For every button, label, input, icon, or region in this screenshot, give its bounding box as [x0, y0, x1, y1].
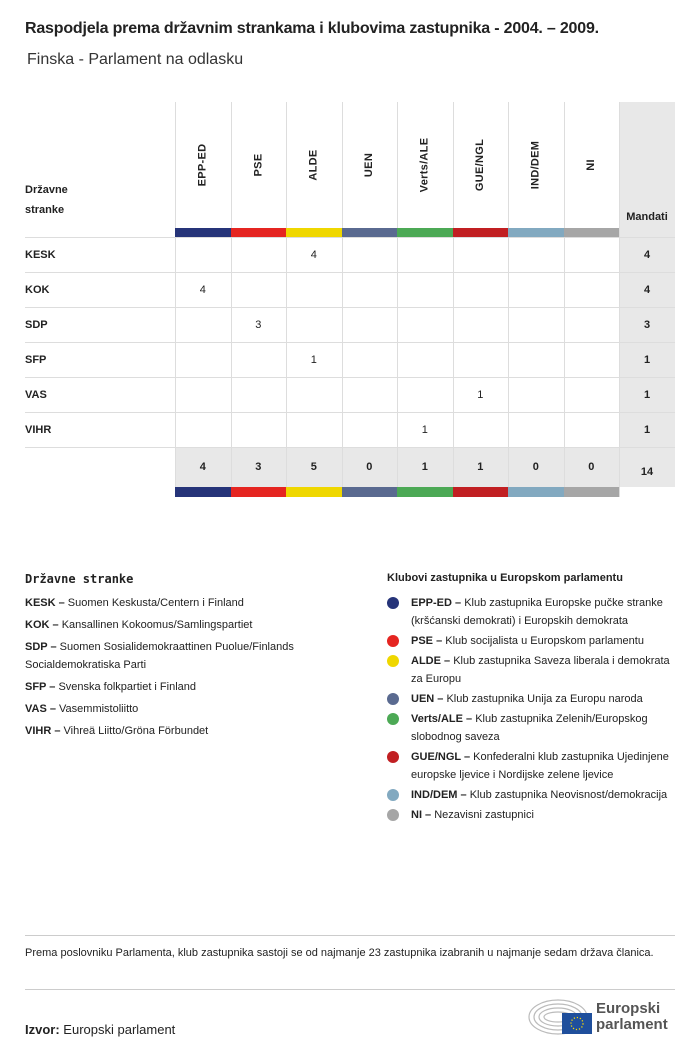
- column-total: 0: [588, 461, 595, 473]
- party-legend-item: [25, 638, 365, 674]
- party-legend-item: [25, 616, 365, 634]
- group-legend-item: [387, 632, 677, 650]
- row-label-kesk: KESK: [25, 248, 56, 261]
- group-abbr: PSE –: [411, 635, 446, 647]
- logo-text: Europski parlament: [596, 1000, 668, 1033]
- ep-logo: [528, 998, 668, 1036]
- party-legend-item: [25, 594, 365, 612]
- party-name: Kansallinen Kokoomus/Samlingspartiet: [61, 619, 253, 631]
- group-name: Klub socijalista u Europskom parlamentu: [445, 635, 644, 647]
- group-color-bar: [342, 487, 398, 497]
- party-legend-item: [25, 700, 365, 718]
- row-label-vihr: VIHR: [25, 423, 52, 436]
- party-abbr: SFP –: [25, 681, 59, 693]
- group-abbr: UEN –: [411, 693, 447, 705]
- party-abbr: VIHR –: [25, 725, 64, 737]
- source: [25, 1022, 175, 1037]
- party-legend: [25, 572, 365, 744]
- column-total: 4: [199, 461, 206, 473]
- row-total: 4: [643, 283, 651, 296]
- color-dot-icon: [387, 655, 399, 667]
- column-total: 1: [421, 461, 428, 473]
- party-legend-item: [25, 722, 365, 740]
- grid-line: [25, 307, 675, 308]
- color-dot-icon: [387, 693, 399, 705]
- column-header-label: ALDE: [307, 149, 320, 181]
- color-dot-icon: [387, 635, 399, 647]
- chart-title: Raspodjela prema državnim strankama i klubovima zastupnika - 2004. – 2009.: [25, 20, 599, 37]
- grand-total: 14: [640, 466, 654, 478]
- row-total: 1: [643, 353, 651, 366]
- column-total: 0: [366, 461, 373, 473]
- group-legend-item: [387, 748, 677, 784]
- footnote: Prema poslovniku Parlamenta, klub zastupnika sastoji se od najmanje 23 zastupnika izabranih u najmanje sedam država članica.: [25, 947, 654, 959]
- group-color-bar: [397, 487, 453, 497]
- hemicycle-flag-icon: [528, 998, 592, 1036]
- group-abbr: ALDE –: [411, 655, 454, 667]
- column-header-pse: [231, 102, 287, 228]
- group-description: [411, 748, 677, 784]
- group-abbr: EPP-ED –: [411, 597, 465, 609]
- party-abbr: KESK –: [25, 597, 68, 609]
- group-description: [411, 632, 644, 650]
- group-legend-item: [387, 652, 677, 688]
- color-dot-icon: [387, 597, 399, 609]
- column-total: 5: [310, 461, 317, 473]
- group-legend-item: [387, 690, 677, 708]
- group-color-bar: [453, 487, 509, 497]
- party-name: Vihreä Liitto/Gröna Förbundet: [63, 725, 209, 737]
- divider: [25, 989, 675, 990]
- mandati-header: Mandati: [626, 211, 668, 223]
- party-abbr: VAS –: [25, 703, 60, 715]
- group-description: [411, 594, 677, 630]
- color-dot-icon: [387, 751, 399, 763]
- row-label-vas: VAS: [25, 388, 47, 401]
- group-color-bar: [564, 487, 620, 497]
- group-color-bar: [175, 487, 231, 497]
- table-cell-value: 1: [421, 423, 428, 436]
- group-abbr: Verts/ALE –: [411, 713, 476, 725]
- row-label-sfp: SFP: [25, 353, 47, 366]
- column-header-label: UEN: [363, 152, 376, 178]
- table-cell-value: 1: [310, 353, 317, 366]
- source-text: Europski parlament: [63, 1022, 176, 1037]
- party-legend-title: Državne stranke: [25, 572, 134, 586]
- row-label-sdp: SDP: [25, 318, 48, 331]
- group-name: Klub zastupnika Unija za Europu naroda: [446, 693, 643, 705]
- table-cell-value: 3: [255, 318, 262, 331]
- group-description: [411, 710, 677, 746]
- group-description: [411, 786, 667, 804]
- column-total: 1: [477, 461, 484, 473]
- group-description: [411, 652, 677, 688]
- grid-line: [25, 377, 675, 378]
- group-color-bar: [508, 487, 564, 497]
- table-cell-value: 4: [199, 283, 206, 296]
- column-total: 0: [532, 461, 539, 473]
- table-cell-value: 4: [310, 248, 317, 261]
- party-legend-item: [25, 678, 365, 696]
- column-header-label: PSE: [252, 153, 265, 177]
- source-label: Izvor:: [25, 1022, 60, 1037]
- group-color-bar: [286, 487, 342, 497]
- grid-line: [25, 412, 675, 413]
- row-header-label: Državne stranke: [25, 184, 68, 216]
- group-legend-item: [387, 806, 677, 824]
- column-header-label: NI: [585, 159, 598, 171]
- group-name: Klub zastupnika Europske pučke stranke (kršćanski demokrati) i Europskih demokrata: [411, 597, 663, 627]
- column-header-epp-ed: [175, 102, 231, 228]
- group-abbr: IND/DEM –: [411, 789, 470, 801]
- column-header-label: IND/DEM: [529, 140, 542, 190]
- column-header-label: Verts/ALE: [418, 137, 431, 193]
- column-header-ind-dem: [508, 102, 564, 228]
- group-abbr: NI –: [411, 809, 435, 821]
- grid-line: [25, 272, 675, 273]
- group-legend-item: [387, 594, 677, 630]
- group-legend-title: Klubovi zastupnika u Europskom parlamentu: [387, 572, 623, 584]
- row-total: 1: [643, 423, 651, 436]
- group-name: Klub zastupnika Neovisnost/demokracija: [469, 789, 668, 801]
- group-name: Nezavisni zastupnici: [434, 809, 534, 821]
- row-total: 3: [643, 318, 651, 331]
- row-total: 4: [643, 248, 651, 261]
- column-total: 3: [255, 461, 262, 473]
- column-header-verts-ale: [397, 102, 453, 228]
- divider: [25, 935, 675, 936]
- group-legend-item: [387, 710, 677, 746]
- seat-distribution-table: [25, 102, 675, 498]
- party-abbr: SDP –: [25, 641, 60, 653]
- group-name: Klub zastupnika Saveza liberala i demokrata za Europu: [411, 655, 670, 685]
- group-description: [411, 806, 534, 824]
- grid-line: [25, 342, 675, 343]
- group-name: Klub zastupnika Zelenih/Europskog slobodnog saveza: [411, 713, 648, 743]
- column-header-label: EPP-ED: [196, 143, 209, 187]
- column-header-alde: [286, 102, 342, 228]
- party-abbr: KOK –: [25, 619, 62, 631]
- group-color-bar: [231, 487, 287, 497]
- column-header-ni: [564, 102, 620, 228]
- group-name: Konfederalni klub zastupnika Ujedinjene europske ljevice i Nordijske zelene ljevice: [411, 751, 669, 781]
- color-dot-icon: [387, 809, 399, 821]
- color-dot-icon: [387, 713, 399, 725]
- row-total: 1: [643, 388, 651, 401]
- column-header-uen: [342, 102, 398, 228]
- chart-subtitle: Finska - Parlament na odlasku: [27, 51, 244, 68]
- color-dot-icon: [387, 789, 399, 801]
- party-name: Svenska folkpartiet i Finland: [58, 681, 197, 693]
- group-description: [411, 690, 643, 708]
- party-name: Suomen Sosialidemokraattinen Puolue/Finlands Socialdemokratiska Parti: [25, 641, 294, 671]
- column-header-label: GUE/NGL: [474, 138, 487, 192]
- table-cell-value: 1: [477, 388, 484, 401]
- grid-line: [25, 447, 675, 448]
- row-label-kok: KOK: [25, 283, 50, 296]
- group-legend: [387, 572, 677, 826]
- grid-line: [25, 237, 675, 238]
- group-abbr: GUE/NGL –: [411, 751, 474, 763]
- group-legend-item: [387, 786, 677, 804]
- party-name: Suomen Keskusta/Centern i Finland: [67, 597, 244, 609]
- party-name: Vasemmistoliitto: [59, 703, 139, 715]
- column-header-gue-ngl: [453, 102, 509, 228]
